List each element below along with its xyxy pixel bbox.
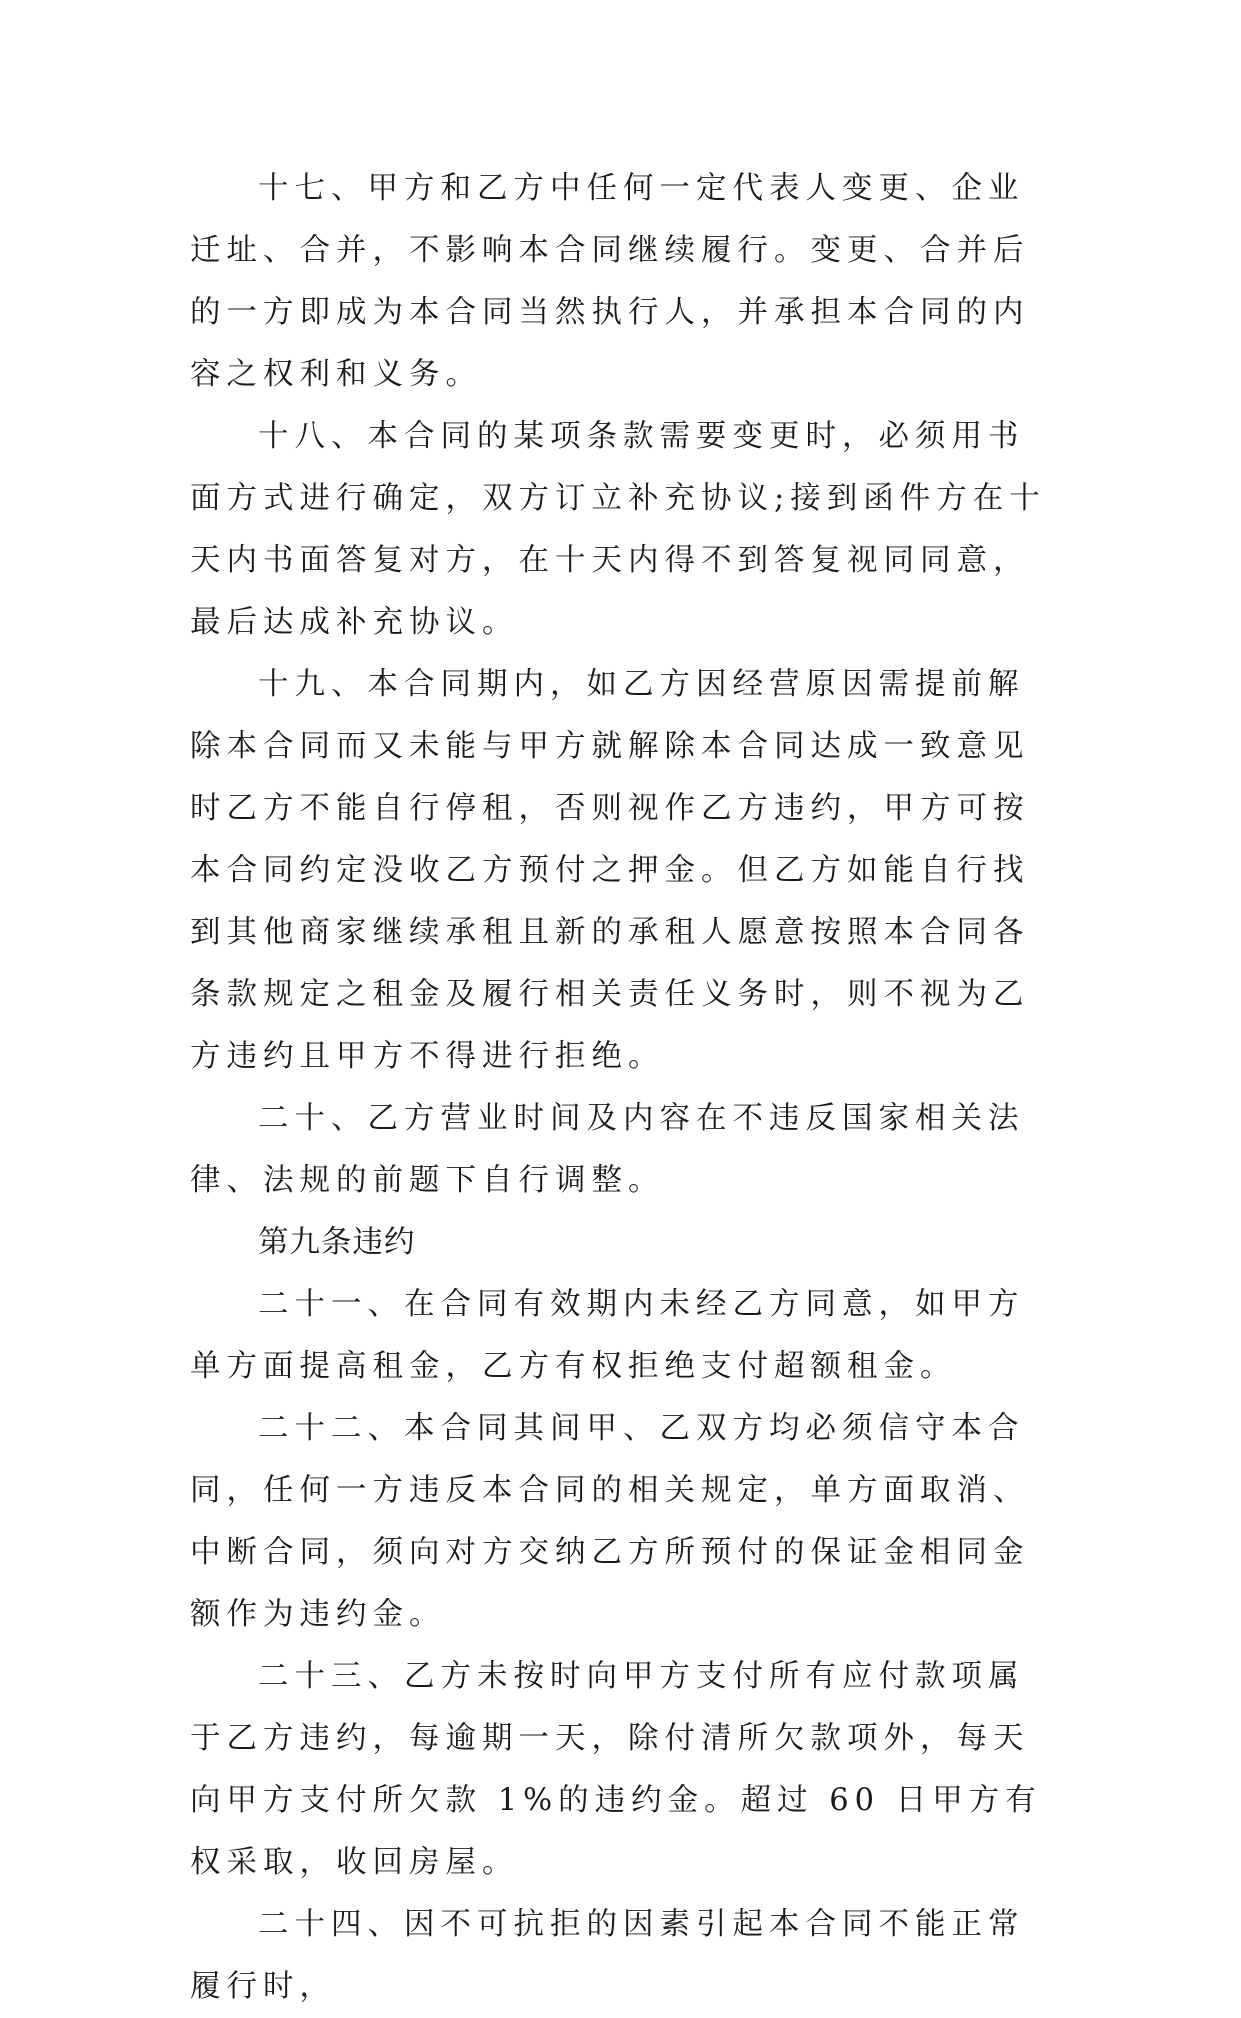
clause-18: 十八、本合同的某项条款需要变更时，必须用书面方式进行确定，双方订立补充协议;接到函件方在十天内书面答复对方，在十天内得不到答复视同同意，最后达成补充协议。 <box>190 419 1046 640</box>
clause-20: 二十、乙方营业时间及内容在不违反国家相关法律、法规的前题下自行调整。 <box>190 1101 1025 1198</box>
clause-19: 十九、本合同期内，如乙方因经营原因需提前解除本合同而又未能与甲方就解除本合同达成一致意见时乙方不能自行停租，否则视作乙方违约，甲方可按本合同约定没收乙方预付之押金。但乙方如能自行找到其他商家继续承租且新的承租人愿意按照本合同各条款规定之租金及履行相关责任义务时，则不视为乙方违约且甲方不得进行拒绝。 <box>190 667 1030 1074</box>
clause-23: 二十三、乙方未按时向甲方支付所有应付款项属于乙方违约，每逾期一天，除付清所欠款项外，每天向甲方支付所欠款 1%的违约金。超过 60 日甲方有权采取，收回房屋。 <box>190 1659 1042 1880</box>
clause-22: 二十二、本合同其间甲、乙双方均必须信守本合同，任何一方违反本合同的相关规定，单方面取消、中断合同，须向对方交纳乙方所预付的保证金相同金额作为违约金。 <box>190 1411 1030 1632</box>
clause-17: 十七、甲方和乙方中任何一定代表人变更、企业迁址、合并，不影响本合同继续履行。变更、合并后的一方即成为本合同当然执行人，并承担本合同的内容之权利和义务。 <box>190 171 1030 392</box>
clause-21: 二十一、在合同有效期内未经乙方同意，如甲方单方面提高租金，乙方有权拒绝支付超额租金。 <box>190 1287 1025 1384</box>
clause-24: 二十四、因不可抗拒的因素引起本合同不能正常履行时， <box>190 1907 1025 2004</box>
section-heading: 第九条违约 <box>258 1225 416 1260</box>
document-body <box>190 158 1046 2018</box>
